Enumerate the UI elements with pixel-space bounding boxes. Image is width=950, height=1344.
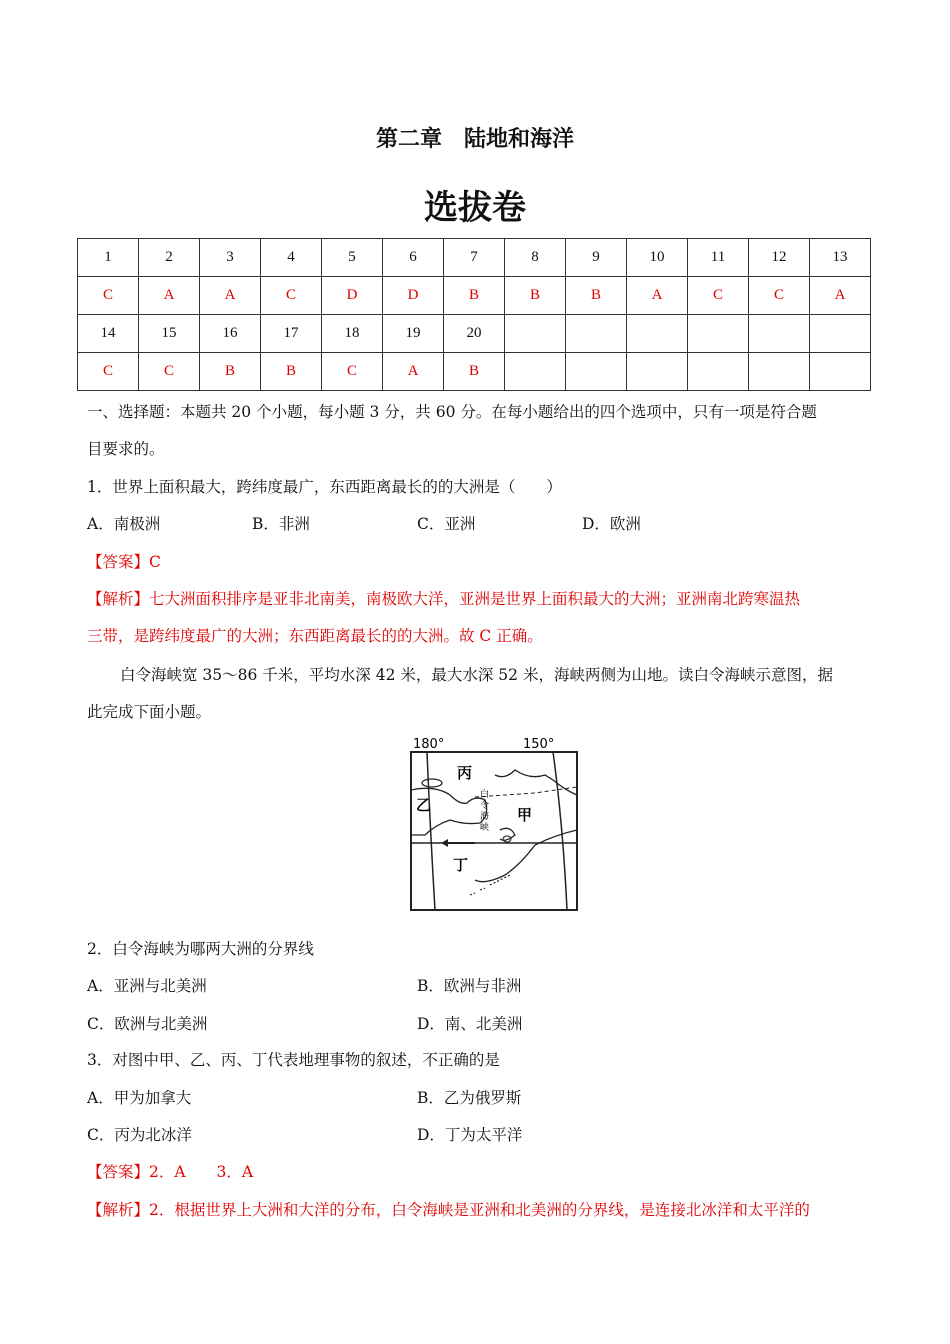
answer-cell: C <box>688 277 749 315</box>
map-frame <box>411 752 577 910</box>
longitude-label-150: 150° <box>523 737 555 752</box>
answer-2-3: 【答案】2．A 3．A <box>87 1163 254 1181</box>
option-a: A．南极洲 <box>87 515 161 533</box>
table-cell: 19 <box>383 315 444 353</box>
table-cell: 6 <box>383 239 444 277</box>
question-1-answer: 【答案】C <box>87 553 161 571</box>
question-3-options-row2 <box>87 1123 522 1145</box>
longitude-label-180: 180° <box>413 737 445 752</box>
table-cell: 11 <box>688 239 749 277</box>
answer-cell: C <box>78 353 139 391</box>
paper-subtitle: 选拔卷 <box>424 188 526 228</box>
answer-cell: D <box>383 277 444 315</box>
table-cell <box>749 315 810 353</box>
strait-label-char: 峡 <box>480 823 490 833</box>
answer-cell: B <box>566 277 627 315</box>
answer-cell: B <box>444 353 505 391</box>
question-3-options-row1 <box>87 1086 521 1108</box>
chapter-title: 第二章 陆地和海洋 <box>375 127 574 152</box>
answer-cell <box>749 353 810 391</box>
table-cell: 2 <box>139 239 200 277</box>
strait-label-char: 令 <box>480 801 490 811</box>
table-cell: 3 <box>200 239 261 277</box>
answer-cell: B <box>200 353 261 391</box>
label-bing: 丙 <box>457 764 473 782</box>
option-a: A．甲为加拿大 <box>87 1089 192 1107</box>
answer-cell: C <box>78 277 139 315</box>
label-ding: 丁 <box>453 856 469 874</box>
answer-cell <box>688 353 749 391</box>
passage-cont: 此完成下面小题。 <box>87 703 212 721</box>
table-cell: 15 <box>139 315 200 353</box>
option-d: D．南、北美洲 <box>417 1015 523 1033</box>
table-row <box>78 239 871 277</box>
answer-cell: A <box>200 277 261 315</box>
table-cell: 18 <box>322 315 383 353</box>
question-1-stem: 1．世界上面积最大，跨纬度最广，东西距离最长的的大洲是（ ） <box>87 478 562 496</box>
table-cell <box>688 315 749 353</box>
table-cell: 1 <box>78 239 139 277</box>
table-cell: 4 <box>261 239 322 277</box>
question-3-stem: 3．对图中甲、乙、丙、丁代表地理事物的叙述，不正确的是 <box>87 1051 500 1069</box>
table-cell: 16 <box>200 315 261 353</box>
section-intro: 一、选择题：本题共 20 个小题，每小题 3 分，共 60 分。在每小题给出的四个选项中，只有一项是符合题 <box>87 403 817 421</box>
option-b: B．乙为俄罗斯 <box>417 1089 522 1107</box>
analysis-2-3: 【解析】2．根据世界上大洲和大洋的分布，白令海峡是亚洲和北美洲的分界线，是连接北冰洋和太平洋的 <box>87 1201 810 1219</box>
option-d: D．丁为太平洋 <box>417 1126 523 1144</box>
date-line <box>475 787 577 797</box>
answer-cell: A <box>810 277 871 315</box>
table-row <box>78 353 871 391</box>
question-2-stem: 2．白令海峡为哪两大洲的分界线 <box>87 940 314 958</box>
answer-cell: B <box>505 277 566 315</box>
answer-cell <box>810 353 871 391</box>
option-b: B．非洲 <box>252 515 310 533</box>
table-cell <box>810 315 871 353</box>
label-yi: 乙 <box>416 796 432 814</box>
meridian-180 <box>427 752 435 910</box>
island-chain <box>470 875 510 895</box>
table-row <box>78 315 871 353</box>
answer-cell <box>505 353 566 391</box>
answer-cell: A <box>139 277 200 315</box>
question-2-options-row2 <box>87 1012 522 1034</box>
section-intro-cont: 目要求的。 <box>87 440 165 458</box>
question-1-analysis-cont: 三带，是跨纬度最广的大洲；东西距离最长的的大洲。故 C 正确。 <box>87 627 543 645</box>
answer-cell: B <box>261 353 322 391</box>
table-cell: 7 <box>444 239 505 277</box>
table-cell: 9 <box>566 239 627 277</box>
table-cell: 17 <box>261 315 322 353</box>
meridian-150 <box>553 752 567 910</box>
answer-cell: C <box>139 353 200 391</box>
table-cell: 8 <box>505 239 566 277</box>
passage: 白令海峡宽 35～86 千米，平均水深 42 米，最大水深 52 米，海峡两侧为山地。读白令海峡示意图，据 <box>120 666 833 684</box>
table-cell: 10 <box>627 239 688 277</box>
label-jia: 甲 <box>517 806 533 824</box>
table-cell: 14 <box>78 315 139 353</box>
table-cell: 13 <box>810 239 871 277</box>
answer-cell: C <box>322 353 383 391</box>
answer-cell: C <box>261 277 322 315</box>
answer-cell: A <box>627 277 688 315</box>
table-cell <box>566 315 627 353</box>
table-cell: 5 <box>322 239 383 277</box>
table-cell: 12 <box>749 239 810 277</box>
option-b: B．欧洲与非洲 <box>417 977 522 995</box>
answer-table <box>77 238 871 391</box>
answer-cell: D <box>322 277 383 315</box>
answer-cell: A <box>383 353 444 391</box>
question-1-analysis: 【解析】七大洲面积排序是亚非北南美，南极欧大洋，亚洲是世界上面积最大的大洲；亚洲南北跨寒温热 <box>87 590 801 608</box>
option-c: C．欧洲与北美洲 <box>87 1015 208 1033</box>
table-cell: 20 <box>444 315 505 353</box>
table-row <box>78 277 871 315</box>
island <box>422 779 442 787</box>
question-1-options <box>87 512 641 534</box>
option-a: A．亚洲与北美洲 <box>87 977 207 995</box>
answer-cell: C <box>749 277 810 315</box>
bering-strait-map <box>405 735 585 915</box>
option-d: D．欧洲 <box>582 515 641 533</box>
table-cell <box>505 315 566 353</box>
answer-cell: B <box>444 277 505 315</box>
table-cell <box>627 315 688 353</box>
arrow-head <box>441 839 448 847</box>
answer-cell <box>627 353 688 391</box>
option-c: C．丙为北冰洋 <box>87 1126 192 1144</box>
question-2-options-row1 <box>87 974 521 996</box>
answer-cell <box>566 353 627 391</box>
option-c: C．亚洲 <box>417 515 476 533</box>
strait-label-char: 白 <box>480 790 490 800</box>
strait-label-char: 海 <box>480 812 490 822</box>
